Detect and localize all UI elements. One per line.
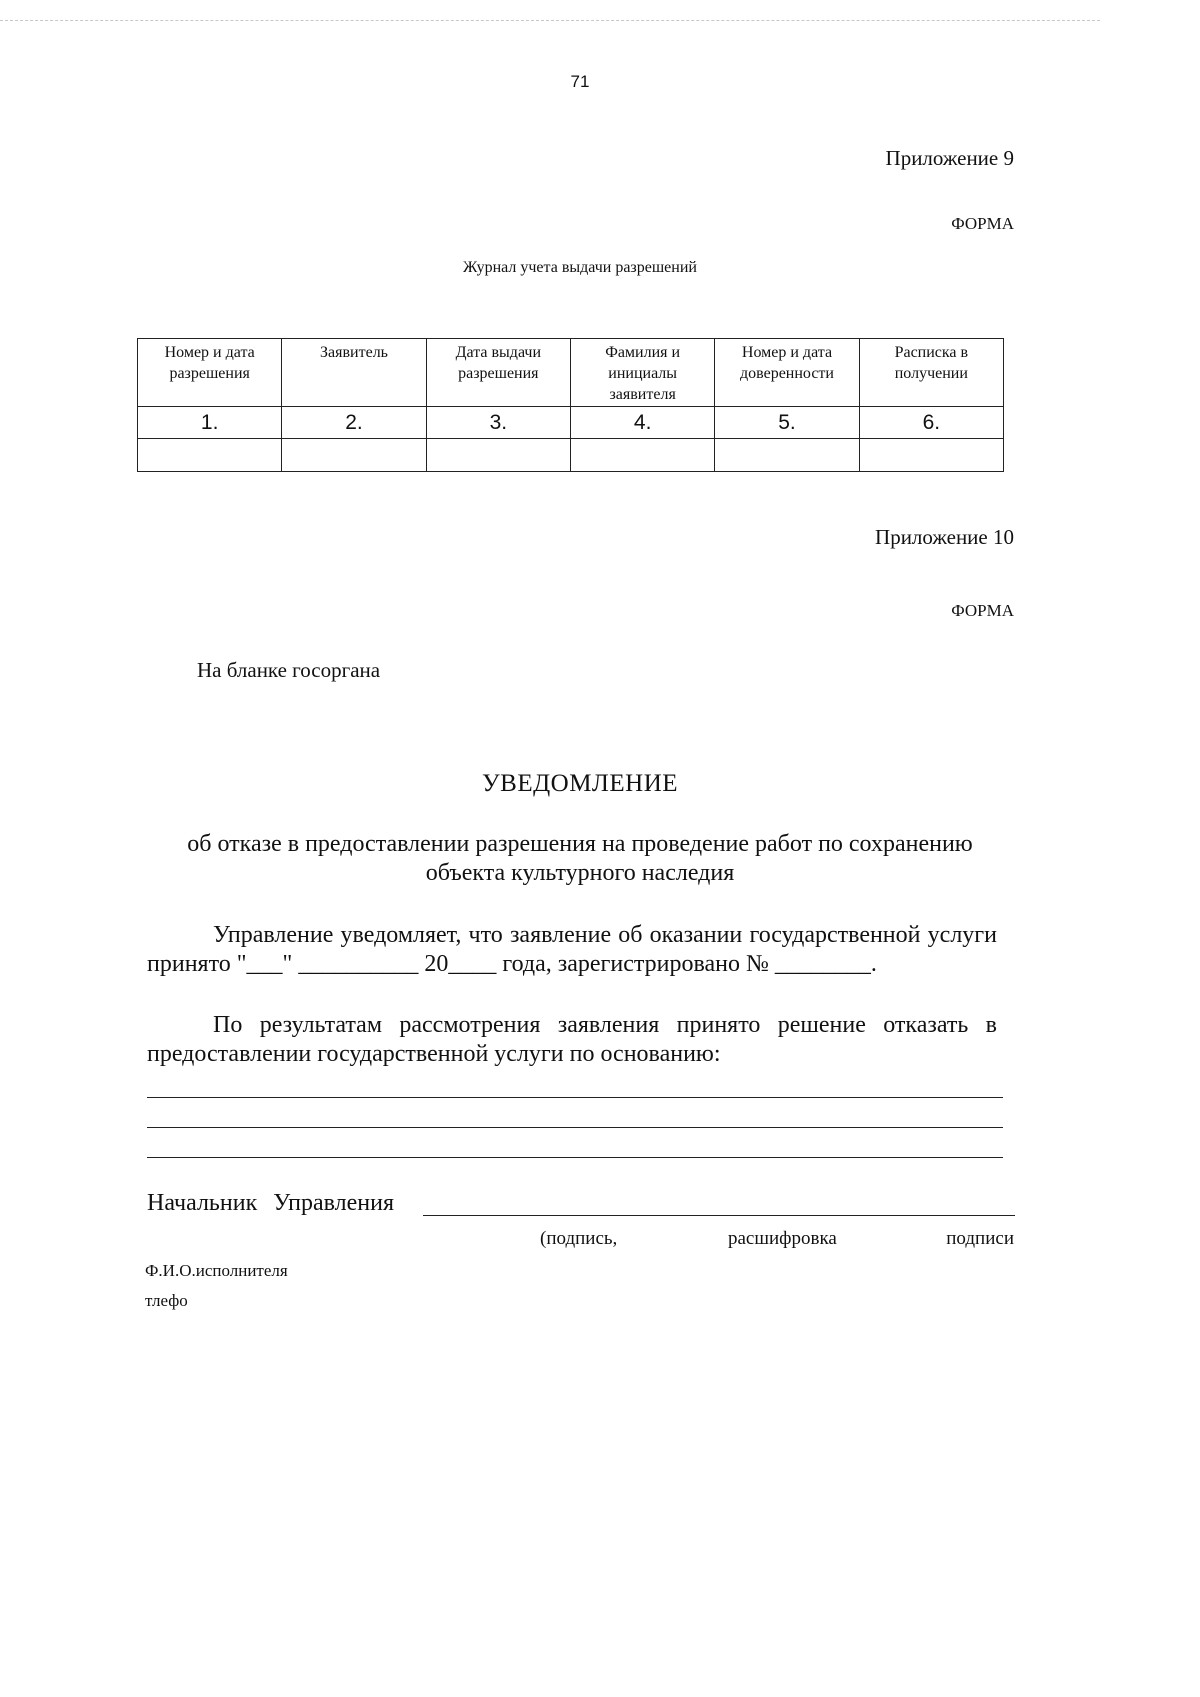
empty-cell <box>859 439 1003 472</box>
empty-cell <box>426 439 570 472</box>
decision-paragraph <box>147 1011 997 1069</box>
column-header: Номер и дата доверенности <box>715 339 859 407</box>
decision-text: По результатам рассмотрения заявления принято решение отказать в предоставлении государственной услуги по основанию: <box>147 1012 997 1067</box>
executor-phone-label: тлефо <box>145 1291 188 1310</box>
column-number: 3. <box>426 407 570 439</box>
letterhead-note: На бланке госоргана <box>197 658 381 682</box>
column-header: Номер и дата разрешения <box>138 339 282 407</box>
notice-title: УВЕДОМЛЕНИЕ <box>481 770 679 797</box>
registration-paragraph <box>147 921 997 979</box>
column-header: Фамилия и инициалы заявителя <box>570 339 714 407</box>
column-number: 6. <box>859 407 1003 439</box>
table-header-row <box>138 339 1004 407</box>
empty-cell <box>138 439 282 472</box>
empty-entry-row <box>138 439 1004 472</box>
empty-cell <box>282 439 426 472</box>
notice-subtitle: об отказе в предоставлении разрешения на проведение работ по сохранению объекта культурного наследия <box>187 831 973 886</box>
page-number: 71 <box>570 72 590 91</box>
appendix-10-label: Приложение 10 <box>875 525 1014 549</box>
column-number: 1. <box>138 407 282 439</box>
reason-line <box>147 1127 1003 1128</box>
scan-edge-line <box>0 20 1100 21</box>
signature-hint-signatures: подписи <box>946 1228 1014 1249</box>
journal-title: Журнал учета выдачи разрешений <box>463 259 697 276</box>
signature-line <box>423 1215 1015 1216</box>
head-signature-label: Начальник Управления <box>147 1190 394 1216</box>
column-number: 4. <box>570 407 714 439</box>
signature-hint-decryption: расшифровка <box>728 1228 837 1249</box>
registration-text: Управление уведомляет, что заявление об оказании государственной услуги принято "___" __________ 20____ года, зарегистрировано № ________. <box>147 922 997 977</box>
column-header: Дата выдачи разрешения <box>426 339 570 407</box>
column-number-row <box>138 407 1004 439</box>
appendix-9-label: Приложение 9 <box>885 146 1014 170</box>
reason-line <box>147 1157 1003 1158</box>
column-header: Расписка в получении <box>859 339 1003 407</box>
empty-cell <box>570 439 714 472</box>
column-number: 5. <box>715 407 859 439</box>
signature-hint-signature: (подпись, <box>540 1228 618 1249</box>
permit-journal-table <box>137 338 1004 472</box>
empty-cell <box>715 439 859 472</box>
reason-line <box>147 1097 1003 1098</box>
column-header: Заявитель <box>282 339 426 407</box>
executor-name-label: Ф.И.О.исполнителя <box>145 1261 288 1280</box>
form-label-appendix-10: ФОРМА <box>951 601 1014 620</box>
form-label-appendix-9: ФОРМА <box>951 214 1014 233</box>
column-number: 2. <box>282 407 426 439</box>
